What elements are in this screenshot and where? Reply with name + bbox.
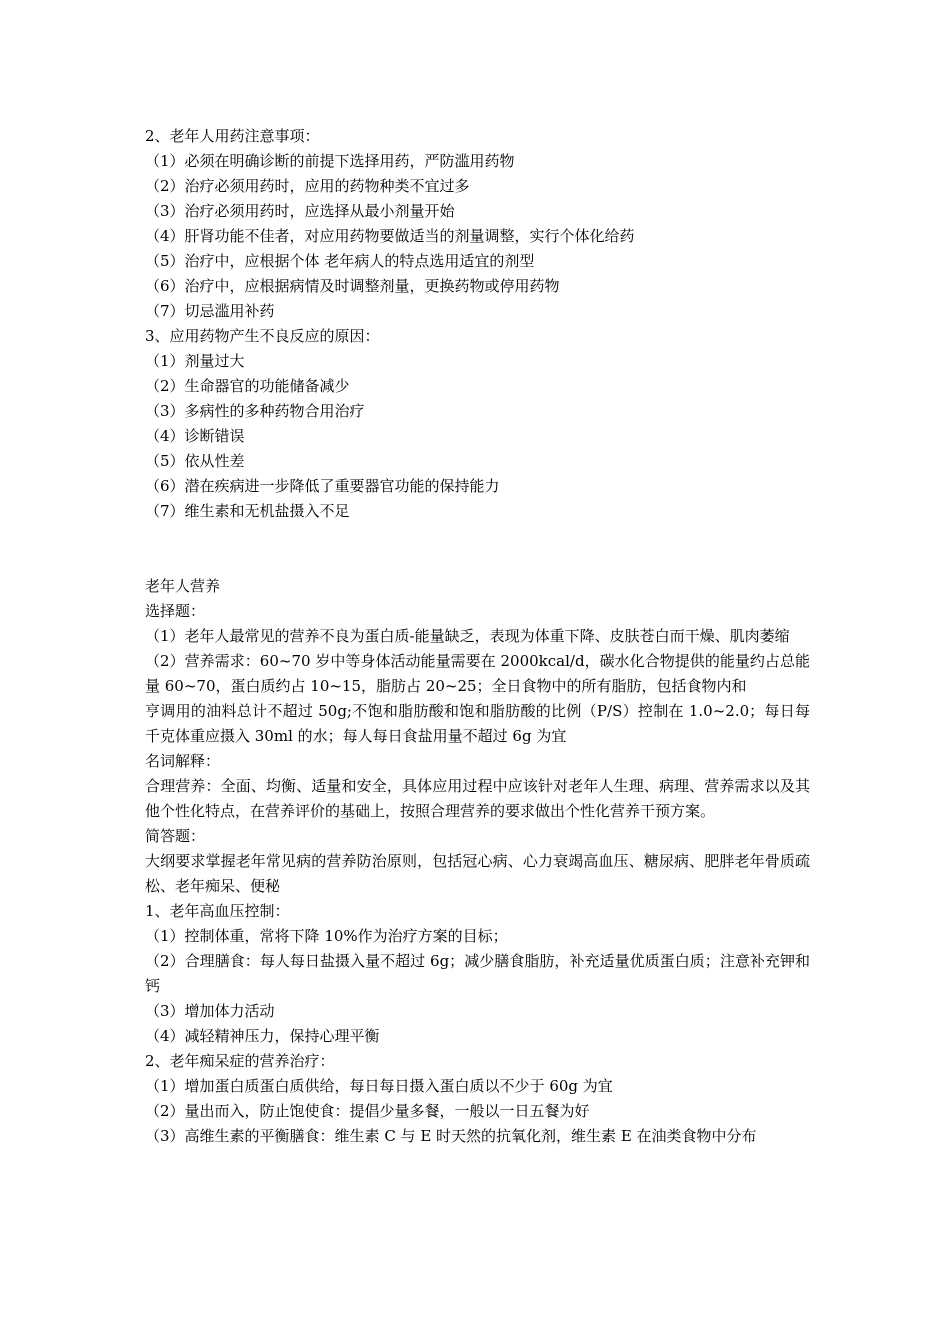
list-item: （1）剂量过大 [145, 352, 245, 370]
section-heading-drug-precautions: 2、老年人用药注意事项： [145, 127, 320, 145]
list-item: （2）合理膳食：每人每日盐摄入量不超过 6g；减少膳食脂肪，补充适量优质蛋白质；注意补充钾和钙 [145, 952, 810, 995]
paragraph: 合理营养：全面、均衡、适量和安全，具体应用过程中应该针对老年人生理、病理、营养需求以及其他个性化特点，在营养评价的基础上，按照合理营养的要求做出个性化营养干预方案。 [145, 777, 810, 820]
list-item: （5）治疗中，应根据个体 老年病人的特点选用适宜的剂型 [145, 252, 535, 270]
list-item: （7）维生素和无机盐摄入不足 [145, 502, 350, 520]
paragraph: 大纲要求掌握老年常见病的营养防治原则，包括冠心病、心力衰竭高血压、糖尿病、肥胖老年骨质疏松、老年痴呆、便秘 [145, 852, 810, 895]
list-item: （7）切忌滥用补药 [145, 302, 275, 320]
paragraph: （1）老年人最常见的营养不良为蛋白质-能量缺乏，表现为体重下降、皮肤苍白而干燥、肌肉萎缩 [145, 627, 790, 645]
list-item: （1）控制体重，常将下降 10%作为治疗方案的目标； [145, 927, 508, 945]
list-item: （4）减轻精神压力，保持心理平衡 [145, 1027, 380, 1045]
list-item: （2）生命器官的功能储备减少 [145, 377, 350, 395]
list-item: （5）依从性差 [145, 452, 245, 470]
choice-heading: 选择题： [145, 602, 206, 620]
short-answer-heading: 简答题： [145, 827, 206, 845]
list-item: （4）肝肾功能不佳者，对应用药物要做适当的剂量调整，实行个体化给药 [145, 227, 635, 245]
list-item: （3）多病性的多种药物合用治疗 [145, 402, 365, 420]
paragraph: （2）营养需求：60~70 岁中等身体活动能量需要在 2000kcal/d，碳水化合物提供的能量约占总能量 60~70，蛋白质约占 10~15，脂肪占 20~25；全日食物中的所有脂肪，包括食物内和 [145, 652, 810, 695]
list-item: （6）潜在疾病进一步降低了重要器官功能的保持能力 [145, 477, 500, 495]
list-item: （2）量出而入，防止饱使食：提倡少量多餐，一般以一日五餐为好 [145, 1102, 590, 1120]
document-page [145, 124, 810, 1149]
list-item: （4）诊断错误 [145, 427, 245, 445]
section-spacer [145, 524, 810, 574]
list-item: （3）高维生素的平衡膳食：维生素 C 与 E 时天然的抗氧化剂，维生素 E 在油类食物中分布 [145, 1127, 757, 1145]
list-item: （3）增加体力活动 [145, 1002, 275, 1020]
section-heading-adverse-reactions: 3、应用药物产生不良反应的原因： [145, 327, 380, 345]
nutrition-title: 老年人营养 [145, 577, 221, 595]
list-item: （6）治疗中，应根据病情及时调整剂量，更换药物或停用药物 [145, 277, 560, 295]
hypertension-heading: 1、老年高血压控制： [145, 902, 290, 920]
list-item: （1）必须在明确诊断的前提下选择用药，严防滥用药物 [145, 152, 515, 170]
list-item: （3）治疗必须用药时，应选择从最小剂量开始 [145, 202, 455, 220]
dementia-heading: 2、老年痴呆症的营养治疗： [145, 1052, 335, 1070]
list-item: （1）增加蛋白质蛋白质供给，每日每日摄入蛋白质以不少于 60g 为宜 [145, 1077, 613, 1095]
paragraph: 亨调用的油料总计不超过 50g;不饱和脂肪酸和饱和脂肪酸的比例（P/S）控制在 1.0~2.0；每日每千克体重应摄入 30ml 的水；每人每日食盐用量不超过 6g 为宜 [145, 702, 810, 745]
list-item: （2）治疗必须用药时，应用的药物种类不宜过多 [145, 177, 470, 195]
term-heading: 名词解释： [145, 752, 221, 770]
